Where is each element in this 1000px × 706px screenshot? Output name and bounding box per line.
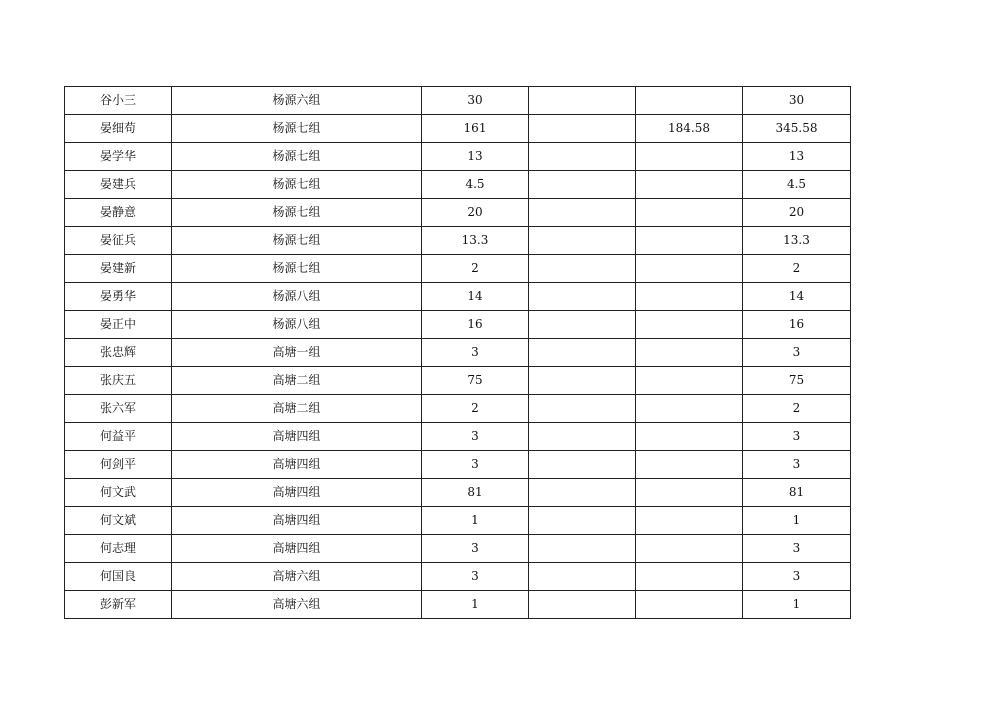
- blank-amount-cell: [529, 423, 636, 451]
- table-body: [65, 87, 851, 619]
- total-cell: 3: [743, 535, 851, 563]
- group-cell: 高塘四组: [172, 507, 422, 535]
- name-cell: 何文斌: [65, 507, 172, 535]
- table-row: [65, 115, 851, 143]
- amount-cell: 81: [422, 479, 529, 507]
- name-cell: 张忠辉: [65, 339, 172, 367]
- name-cell: 晏静意: [65, 199, 172, 227]
- blank-amount-cell: [529, 283, 636, 311]
- amount-cell: 3: [422, 451, 529, 479]
- group-cell: 杨源七组: [172, 255, 422, 283]
- table-row: [65, 255, 851, 283]
- extra-amount-cell: [636, 311, 743, 339]
- blank-amount-cell: [529, 591, 636, 619]
- name-cell: 晏建新: [65, 255, 172, 283]
- group-cell: 杨源八组: [172, 311, 422, 339]
- total-cell: 3: [743, 451, 851, 479]
- extra-amount-cell: 184.58: [636, 115, 743, 143]
- name-cell: 晏征兵: [65, 227, 172, 255]
- amount-cell: 13: [422, 143, 529, 171]
- name-cell: 何志理: [65, 535, 172, 563]
- total-cell: 1: [743, 591, 851, 619]
- blank-amount-cell: [529, 87, 636, 115]
- table-row: [65, 311, 851, 339]
- total-cell: 4.5: [743, 171, 851, 199]
- name-cell: 晏建兵: [65, 171, 172, 199]
- blank-amount-cell: [529, 227, 636, 255]
- extra-amount-cell: [636, 255, 743, 283]
- amount-cell: 3: [422, 423, 529, 451]
- blank-amount-cell: [529, 199, 636, 227]
- extra-amount-cell: [636, 227, 743, 255]
- group-cell: 高塘四组: [172, 535, 422, 563]
- blank-amount-cell: [529, 535, 636, 563]
- amount-cell: 3: [422, 535, 529, 563]
- name-cell: 张六军: [65, 395, 172, 423]
- table-row: [65, 507, 851, 535]
- blank-amount-cell: [529, 367, 636, 395]
- extra-amount-cell: [636, 451, 743, 479]
- total-cell: 14: [743, 283, 851, 311]
- name-cell: 晏学华: [65, 143, 172, 171]
- amount-cell: 13.3: [422, 227, 529, 255]
- total-cell: 1: [743, 507, 851, 535]
- extra-amount-cell: [636, 339, 743, 367]
- name-cell: 张庆五: [65, 367, 172, 395]
- total-cell: 16: [743, 311, 851, 339]
- blank-amount-cell: [529, 563, 636, 591]
- extra-amount-cell: [636, 143, 743, 171]
- amount-cell: 3: [422, 339, 529, 367]
- extra-amount-cell: [636, 535, 743, 563]
- table-row: [65, 535, 851, 563]
- amount-cell: 3: [422, 563, 529, 591]
- total-cell: 30: [743, 87, 851, 115]
- amount-cell: 14: [422, 283, 529, 311]
- total-cell: 2: [743, 395, 851, 423]
- blank-amount-cell: [529, 339, 636, 367]
- name-cell: 晏勇华: [65, 283, 172, 311]
- extra-amount-cell: [636, 591, 743, 619]
- blank-amount-cell: [529, 115, 636, 143]
- group-cell: 杨源八组: [172, 283, 422, 311]
- blank-amount-cell: [529, 479, 636, 507]
- table-row: [65, 339, 851, 367]
- blank-amount-cell: [529, 507, 636, 535]
- name-cell: 谷小三: [65, 87, 172, 115]
- extra-amount-cell: [636, 367, 743, 395]
- name-cell: 彭新军: [65, 591, 172, 619]
- table-row: [65, 591, 851, 619]
- table-row: [65, 143, 851, 171]
- amount-cell: 1: [422, 507, 529, 535]
- total-cell: 3: [743, 563, 851, 591]
- extra-amount-cell: [636, 507, 743, 535]
- group-cell: 杨源七组: [172, 227, 422, 255]
- group-cell: 杨源七组: [172, 143, 422, 171]
- table-row: [65, 451, 851, 479]
- extra-amount-cell: [636, 171, 743, 199]
- group-cell: 杨源七组: [172, 115, 422, 143]
- total-cell: 20: [743, 199, 851, 227]
- name-cell: 何国良: [65, 563, 172, 591]
- group-cell: 高塘一组: [172, 339, 422, 367]
- extra-amount-cell: [636, 199, 743, 227]
- blank-amount-cell: [529, 311, 636, 339]
- name-cell: 何剑平: [65, 451, 172, 479]
- blank-amount-cell: [529, 451, 636, 479]
- group-cell: 高塘四组: [172, 479, 422, 507]
- amount-cell: 20: [422, 199, 529, 227]
- group-cell: 高塘二组: [172, 395, 422, 423]
- group-cell: 高塘六组: [172, 591, 422, 619]
- total-cell: 75: [743, 367, 851, 395]
- amount-cell: 4.5: [422, 171, 529, 199]
- table-row: [65, 563, 851, 591]
- amount-cell: 16: [422, 311, 529, 339]
- name-cell: 何益平: [65, 423, 172, 451]
- blank-amount-cell: [529, 171, 636, 199]
- extra-amount-cell: [636, 563, 743, 591]
- group-cell: 杨源七组: [172, 199, 422, 227]
- extra-amount-cell: [636, 423, 743, 451]
- group-cell: 高塘二组: [172, 367, 422, 395]
- data-table: [64, 86, 851, 619]
- blank-amount-cell: [529, 395, 636, 423]
- table-row: [65, 395, 851, 423]
- name-cell: 晏正中: [65, 311, 172, 339]
- amount-cell: 1: [422, 591, 529, 619]
- table-row: [65, 87, 851, 115]
- amount-cell: 161: [422, 115, 529, 143]
- blank-amount-cell: [529, 143, 636, 171]
- total-cell: 3: [743, 339, 851, 367]
- amount-cell: 2: [422, 395, 529, 423]
- extra-amount-cell: [636, 87, 743, 115]
- blank-amount-cell: [529, 255, 636, 283]
- group-cell: 高塘四组: [172, 423, 422, 451]
- name-cell: 晏细苟: [65, 115, 172, 143]
- total-cell: 13: [743, 143, 851, 171]
- extra-amount-cell: [636, 283, 743, 311]
- amount-cell: 75: [422, 367, 529, 395]
- total-cell: 13.3: [743, 227, 851, 255]
- group-cell: 杨源六组: [172, 87, 422, 115]
- table-row: [65, 227, 851, 255]
- group-cell: 高塘四组: [172, 451, 422, 479]
- table-row: [65, 367, 851, 395]
- total-cell: 81: [743, 479, 851, 507]
- extra-amount-cell: [636, 479, 743, 507]
- total-cell: 3: [743, 423, 851, 451]
- name-cell: 何文武: [65, 479, 172, 507]
- amount-cell: 2: [422, 255, 529, 283]
- table-row: [65, 423, 851, 451]
- amount-cell: 30: [422, 87, 529, 115]
- total-cell: 345.58: [743, 115, 851, 143]
- table-row: [65, 479, 851, 507]
- group-cell: 杨源七组: [172, 171, 422, 199]
- group-cell: 高塘六组: [172, 563, 422, 591]
- table-row: [65, 171, 851, 199]
- extra-amount-cell: [636, 395, 743, 423]
- table-row: [65, 283, 851, 311]
- table-row: [65, 199, 851, 227]
- total-cell: 2: [743, 255, 851, 283]
